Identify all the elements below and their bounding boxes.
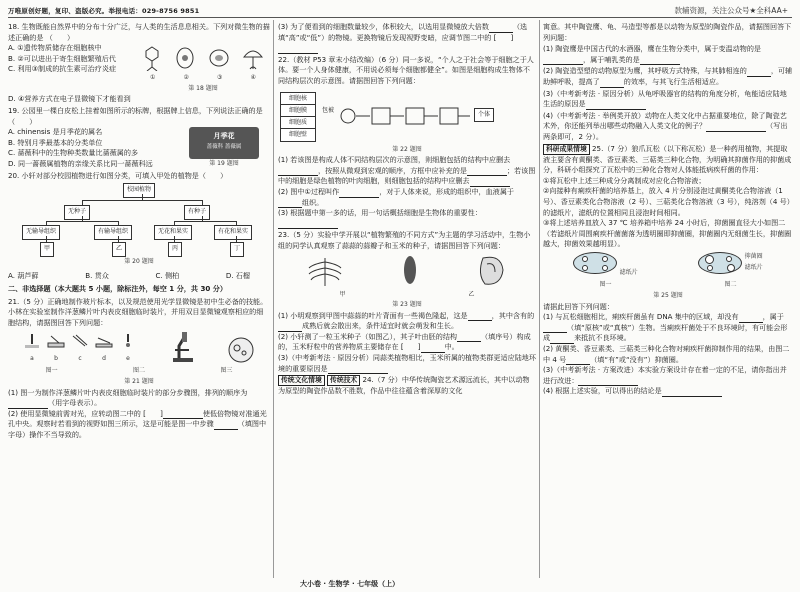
answer-blank[interactable]	[550, 336, 574, 344]
answer-blank[interactable]	[578, 378, 638, 386]
q25-part3: (3)（中考新考法 · 方案改进）本实验方案设计存在着一定的不足，请你指出并进行改进：	[543, 365, 787, 385]
q23-part2: (2) 小轩测了一粒玉米种子（如图乙），其子叶由胚的结构 （填序号）构成的，玉米籽粒中的营养物质主要储存在 [ ] 中。	[278, 331, 531, 352]
tree-node-flower: 有花和果实	[214, 225, 252, 240]
q25-step1: ①将瓦松中上述三种成分分离制成对应化合物溶液；	[543, 175, 706, 185]
answer-blank[interactable]	[470, 179, 510, 187]
answer-blank[interactable]	[640, 57, 680, 65]
q22-part2: (2) 图中①过程叫作 ，对于人体来说，形成的组织中，血液属于组织。	[278, 186, 515, 207]
answer-blank[interactable]	[278, 46, 318, 54]
box-nucleus: 细胞核	[280, 92, 316, 107]
tree-line	[46, 221, 118, 222]
question-23	[278, 230, 536, 374]
tree-leaf-bing: 丙	[168, 242, 182, 257]
q24-part3: (3)（中考新考法 · 原因分析）从龟呼吸器官的结构的角度分析，龟能适应陆地生活的原因是	[543, 88, 787, 109]
microscope-icon	[167, 330, 197, 364]
step-b: b	[47, 334, 65, 364]
q20-option-b: B. 贯众	[85, 271, 109, 281]
q23-caption: 第 23 题图	[392, 301, 422, 309]
q23-label-jia: 甲	[339, 290, 346, 298]
q21-part1: (1) 图一为制作洋葱鳞片叶内表皮细胞临时装片的部分步骤图，排列的顺序为（用字母表示）。	[8, 387, 248, 408]
sign-title: 月季花	[213, 132, 235, 141]
q25-figure	[543, 252, 793, 279]
q20-option-a: A. 葫芦藓	[8, 271, 39, 281]
q18-option-c: C. 利用③制成的抗生素可治疗炎症	[8, 64, 117, 74]
petri-dish-icon	[573, 252, 617, 274]
q25-step3: ③将上述培养皿放入 37 ℃ 培养箱中培养 24 小时后，抑菌圈直径大小如图二（若滤纸片周围痢疾杆菌菌落为透明圈即抑菌圈，抑菌圈内无细菌生长，抑菌圈越大，抑菌效果越明显）。	[543, 218, 792, 249]
answer-blank[interactable]	[566, 357, 590, 365]
box-cytoplasm: 细胞质	[280, 116, 316, 131]
petri-dish-icon	[698, 252, 742, 274]
q22-flow-arrows	[318, 90, 498, 142]
q21-caption: 第 21 题图	[124, 377, 154, 385]
q25-step2: ②向接种有痢疾杆菌的培养基上，放入 4 片分别浸泡过黄酮类化合物溶液（1 号）、香豆素类化合物溶液（2 号）、三萜类化合物溶液（3 号），纯溶剂（4 号）的滤纸片，滤纸的位置相同且浸泡时间相同。	[543, 186, 791, 217]
tree-node-no-flower: 无花和果实	[154, 225, 192, 240]
forceps-icon	[71, 334, 89, 350]
sign-text: 蔷薇科 蔷薇属	[206, 143, 242, 150]
slide-icon	[47, 334, 65, 350]
q21-fig-labels	[8, 366, 270, 377]
q25-part4: (4) 根据上述实验，可以得出的结论是	[543, 386, 793, 397]
fern-leaf-icon	[305, 254, 345, 288]
dropper-icon	[119, 334, 137, 350]
answer-blank[interactable]	[278, 200, 302, 208]
petri-dish-2	[698, 252, 762, 278]
tree-leaf-jia: 甲	[40, 242, 54, 257]
q24-part4: (4)（中考新考法 · 举例类开放）动物在人类文化中占据重要地位，除了陶瓷艺术外，你还能列举出哪些动物融入人类文化的例子？ （写出两条即可，2 分）。	[543, 110, 788, 141]
column-1	[8, 22, 270, 441]
q21-part2: (2) 使用显微镜前需对光，应转动图二中的 [ ] 使低倍物镜对准通光孔中央。观察时若看到的视野如图三所示，这是可能是图一中步骤 （填图中字母）操作不当导致的。	[8, 408, 267, 439]
tree-root: 校园植物	[123, 183, 155, 198]
answer-blank[interactable]	[468, 313, 492, 321]
q22-diagram	[278, 90, 536, 142]
corn-seed-icon	[475, 254, 509, 288]
header-rule	[8, 17, 792, 18]
q18-label-1: ①	[150, 74, 156, 82]
q20-option-c: C. 侧柏	[155, 271, 180, 281]
q18-options	[8, 43, 136, 94]
q23-part3: (3)（中考新考法 · 原因分析）同蒜类植物相比，玉米所属的植物类群更适应陆地环境的重要原因是	[278, 353, 536, 373]
answer-blank[interactable]	[421, 345, 445, 353]
column-divider	[273, 20, 274, 578]
q18-option-a: A. ①遗传物质储存在细胞核中	[8, 43, 102, 53]
q23-label-yi: 乙	[468, 290, 475, 298]
q20-options	[8, 271, 270, 282]
q19-option-a: A. chinensis 是月季花的属名	[8, 127, 103, 137]
coverslip-icon	[95, 334, 113, 350]
step-e: e	[119, 334, 137, 364]
answer-blank[interactable]	[8, 401, 48, 409]
q21-stem: 21.（5 分）正确地制作玻片标本，以及规范使用光学显微镜是初中生必备的技能。小林在实验室制作洋葱鳞片叶内表皮细胞临时装片，并用双目显微镜观察相应的细胞结构，请据图回答下列问题：	[8, 296, 268, 327]
q18-body	[8, 43, 270, 94]
q18-label-4: ④	[250, 74, 256, 82]
tree-leaf-yi: 乙	[112, 242, 126, 257]
q18-option-d: D. ④营养方式在电子显微镜下才能看到	[8, 94, 131, 104]
q23-figure	[278, 254, 536, 288]
step-c: c	[71, 334, 89, 364]
q23-part1: (1) 小明观察到甲图中蒜蒜的叶片背面有一些褐色隆起，这是 ，其中含有的成熟后就会散出来，条件适宜时就会萌发和生长。	[278, 310, 535, 331]
q25-part2: (2) 黄酮类、香豆素类、三萜类三种化合物对痢疾杆菌抑制作用的结果，由图二中 4 号 （填“有”或“没有”）抑菌圈。	[543, 344, 790, 364]
question-24	[278, 375, 536, 397]
filter-label: 滤纸片	[619, 268, 638, 276]
q23-stem: 23.（5 分）实验中学开展以“植物繁殖的不同方式”为主题的学习活动中，生物小组的同学认真观察了蒜蒜的蒜瓣子和玉米的种子，请据图回答下列问题：	[278, 230, 531, 250]
answer-blank[interactable]	[543, 57, 583, 65]
answer-blank[interactable]	[328, 366, 388, 374]
q19-option-d: D. 同一蔷薇属植物的亲缘关系比同一蔷薇科远	[8, 158, 153, 168]
tree-leaf-ding: 丁	[230, 242, 244, 257]
q24-continued: 寓意。其中陶瓷鹰、龟、马造型等都是以动物为原型的陶瓷作品，请据图回答下列问题：	[543, 22, 792, 42]
answer-blank[interactable]	[278, 168, 318, 176]
filter-label-2: 滤纸片	[744, 263, 763, 271]
box-membrane: 细胞膜	[280, 104, 316, 119]
tag-research: 科研成果情境	[543, 144, 590, 155]
q21-part3: (3) 为了便看到的细胞数量较少，体积较大，以选用显微镜放大倍数 （选填“高”或“低”）的物镜。更换物镜后发现视野变暗，应调节图二中的 [ ]	[278, 22, 536, 54]
q22-part1: (1) 若该图是构成人体不同结构层次的示意图，则细胞包括的结构中应删去，按照从微观到宏观的顺序，方框中应补充的是 ；若该图中的细胞是绿色植物的叶肉细胞，则细胞包括的结构中应删去	[278, 155, 536, 186]
q21-figure	[8, 330, 270, 364]
question-22	[278, 55, 536, 230]
fungus-cell-icon	[208, 45, 230, 71]
step-a: a	[23, 334, 41, 364]
box-individual: 个体	[474, 108, 494, 123]
q18-figure	[136, 43, 270, 94]
tag-culture: 传统文化情境	[278, 375, 325, 386]
header-right: 款辅资源，关注公众号★全科AA+	[674, 6, 788, 15]
q25-fig2: 图二	[724, 281, 737, 289]
q24-part2: (2) 陶瓷造型塑的动物原型为鹰，其呼吸方式特殊，与其肺相连的 ，可辅助鲜呼吸，提高了 的效率，与其飞行生活相适应。	[543, 66, 793, 86]
tree-node-vascular: 有输导组织	[94, 225, 132, 240]
wrap-label: 包被	[322, 106, 335, 114]
q23-labels	[278, 290, 536, 301]
header-left: 万唯原创好题，复印、盗版必究。举报电话：029-8756 9851	[8, 7, 200, 15]
q18-option-b: B. ②可以进出于寄生细胞繁殖后代	[8, 53, 116, 63]
virus-icon	[142, 45, 162, 71]
inhibition-zone-label: 抑菌圈	[744, 253, 763, 261]
q21-steps	[23, 334, 137, 364]
q20-caption: 第 20 题图	[124, 258, 154, 266]
tree-node-no-vascular: 无输导组织	[22, 225, 60, 240]
q18-stem: 18. 生物既能自然界中的分布十分广泛，与人类的生活息息相关。下列对微生物的描述正确的是	[8, 22, 270, 42]
answer-blank[interactable]	[457, 334, 481, 342]
column-3	[543, 22, 793, 398]
answer-blank[interactable]	[214, 422, 238, 430]
q22-stem: 22.（教材 P53 章末小结改编）（6 分）同一多说，“个人之于社会等于细胞之于人体。要一个人身体健康，不用说必须每个细胞都健全”。如图是细胞构成生物体不同结构层次的示意图。请据图回答下列问题：	[278, 54, 534, 85]
question-20	[8, 171, 270, 282]
page-footer: 大小卷 · 生物学 · 七年级（上）	[300, 580, 400, 588]
q21-fig1: 图一	[45, 367, 58, 375]
q20-classification-tree	[8, 183, 270, 269]
answer-blank[interactable]	[163, 411, 203, 419]
answer-blank[interactable]	[339, 190, 379, 198]
q19-option-c: C. 蔷薇科中的生物种类数量比蔷薇属的多	[8, 148, 139, 158]
q19-option-b: B. 特别月季最基本的分类单位	[8, 137, 103, 147]
q25-fig-names	[543, 280, 793, 291]
q25-fig1: 图一	[599, 281, 612, 289]
q22-part3: (3) 根据题中第一多的话，用一句话概括细胞是生物体的重要性：	[278, 208, 536, 229]
answer-blank[interactable]	[489, 25, 513, 33]
tree-line	[174, 221, 236, 222]
q25-part1: (1) 与瓦松细胞相比，痢疾杆菌虽有 DNA 集中的区域，却没有 ，属于（填“原核”或“真核”）生物。当痢疾杆菌处于不良环境时，有可能会形成 来抵抗不良环境。	[543, 312, 788, 343]
answer-blank[interactable]	[278, 221, 338, 229]
q19-figure	[178, 127, 270, 170]
question-18	[8, 22, 270, 105]
q25-ask: 请据此回答下列问题：	[543, 301, 614, 311]
answer-blank[interactable]	[747, 69, 771, 77]
step-d: d	[95, 334, 113, 364]
q19-caption: 第 19 题图	[209, 160, 239, 168]
q19-paren: （ ）	[8, 116, 37, 126]
q19-stem: 19. 公园里一棵白皮松上挂着如图所示的标牌，根据牌上信息，下列说法正确的是	[8, 105, 263, 115]
q20-stem: 20. 小轩对部分校园植物进行如图分类，可填入甲处的植物是（ ）	[8, 170, 228, 180]
answer-blank[interactable]	[600, 80, 624, 88]
plant-sign	[189, 127, 259, 159]
leaf-icon	[400, 254, 420, 288]
pipette-icon	[23, 334, 41, 350]
q18-organisms	[136, 45, 270, 71]
box-wall: 细胞壁	[280, 128, 316, 143]
q18-paren: （ ）	[45, 32, 75, 42]
q21-fig2: 图二	[132, 367, 145, 375]
question-25	[543, 144, 793, 397]
q18-caption: 第 18 题图	[188, 84, 218, 92]
answer-blank[interactable]	[543, 325, 567, 333]
q25-caption: 第 25 题图	[653, 292, 683, 300]
answer-blank[interactable]	[706, 124, 766, 132]
answer-blank[interactable]	[662, 389, 722, 397]
answer-blank[interactable]	[586, 102, 646, 110]
tree-node-seed: 有种子	[184, 205, 210, 220]
question-19	[8, 106, 270, 170]
bacterium-icon	[174, 45, 196, 71]
petri-dish-1	[573, 252, 637, 279]
q21-fig3: 图三	[220, 367, 233, 375]
q18-label-3: ③	[217, 74, 223, 82]
tag-technique: 传统技术	[327, 375, 360, 386]
column-divider	[539, 20, 540, 578]
dish-2-labels	[745, 252, 763, 273]
q18-labels	[136, 73, 270, 84]
tree-line	[82, 200, 202, 201]
mushroom-icon	[242, 45, 264, 71]
q25-stem: 25.（7 分）狼爪瓦松（以下称瓦松）是一种药用植物，其提取液主要含有黄酮类、香豆素类、三萜类三种化合物，为明确其抑菌作用的抑菌成分，科研小组探究了瓦松中的三种化合物对人体能抵病疾杆菌的作用：	[543, 143, 792, 175]
field-of-view-icon	[227, 336, 255, 364]
answer-blank[interactable]	[278, 324, 302, 332]
tree-node-no-seed: 无种子	[64, 205, 90, 220]
q22-caption: 第 22 题图	[392, 145, 422, 153]
q24-stem: 24.（7 分）中华传统陶瓷艺术源远流长，其中以动物为原型的陶瓷作品数不胜数，作品中往往蕴含着深厚的文化	[278, 375, 530, 396]
question-21	[8, 297, 270, 441]
q20-option-d: D. 石榴	[225, 271, 250, 281]
answer-blank[interactable]	[739, 315, 763, 323]
column-2	[278, 22, 536, 398]
q18-label-2: ②	[183, 74, 189, 82]
q19-body	[8, 127, 270, 170]
q19-options	[8, 127, 178, 170]
section-2-title: 二、非选择题（本大题共 5 小题，除标注外，每空 1 分，共 30 分）	[8, 283, 227, 293]
answer-blank[interactable]	[467, 168, 507, 176]
q24-part1: (1) 陶瓷鹰是中国古代的水酒器，鹰在生物分类中，属于变温动物的是，属于哺乳类的是	[543, 44, 762, 64]
